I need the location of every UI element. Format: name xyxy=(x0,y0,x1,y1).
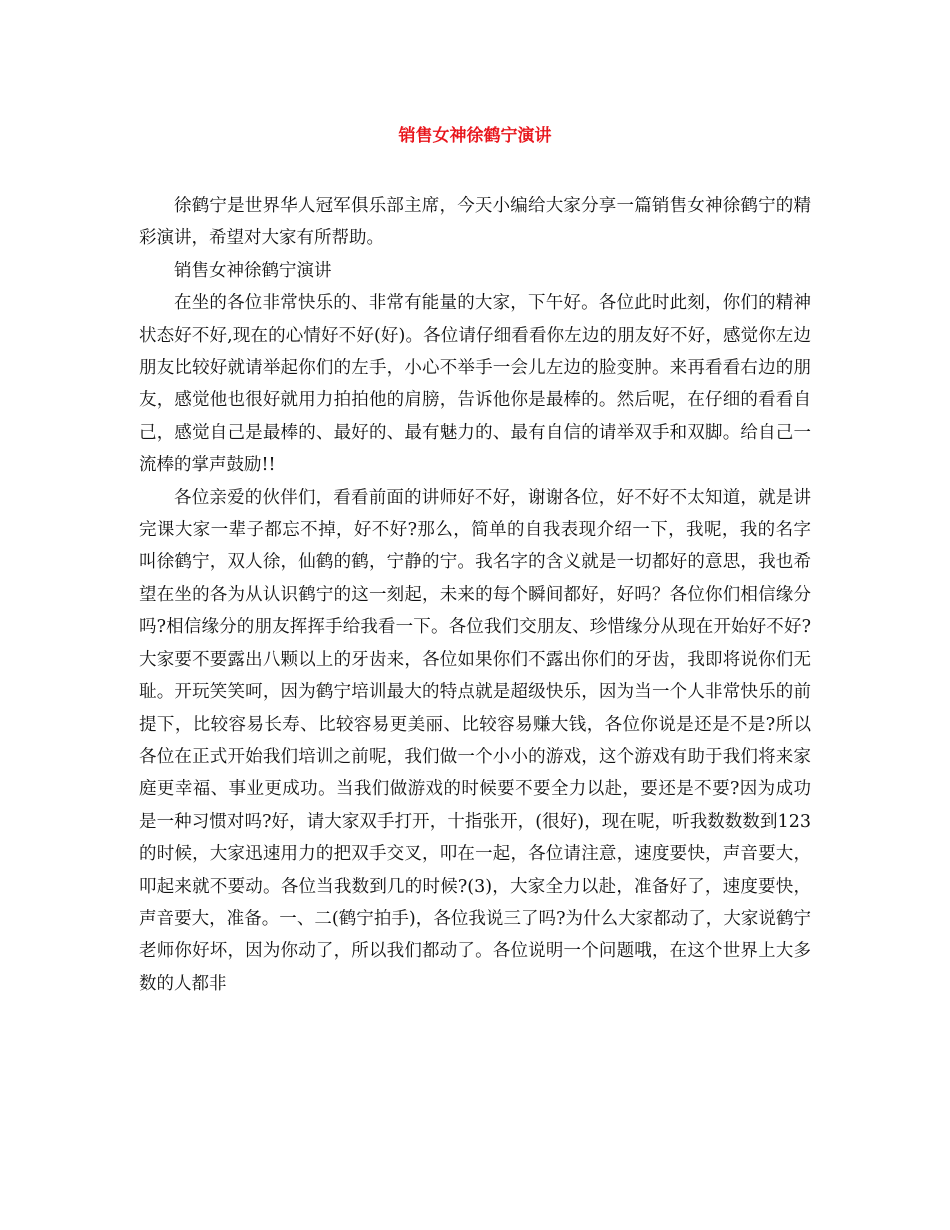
document-title: 销售女神徐鹤宁演讲 xyxy=(398,126,552,146)
paragraph-subtitle: 销售女神徐鹤宁演讲 xyxy=(174,260,332,281)
paragraph-introduction: 各位亲爱的伙伴们，看看前面的讲师好不好，谢谢各位，好不好不太知道，就是讲完课大家一辈子都忘不掉，好不好?那么，简单的自我表现介绍一下，我呢，我的名字叫徐鹤宁，双人徐，仙鹤的鹤，宁静的宁。我名字的含义就是一切都好的意思，我也希望在坐的各为从认识鹤宁的这一刻起，未来的每个瞬间都好，好吗？各位你们相信缘分吗?相信缘分的朋友挥挥手给我看一下。各位我们交朋友、珍惜缘分从现在开始好不好?大家要不要露出八颗以上的牙齿来，各位如果你们不露出你们的牙齿，我即将说你们无耻。开玩笑笑呵，因为鹤宁培训最大的特点就是超级快乐，因为当一个人非常快乐的前提下，比较容易长寿、比较容易更美丽、比较容易赚大钱，各位你说是还是不是?所以各位在正式开始我们培训之前呢，我们做一个小小的游戏，这个游戏有助于我们将来家庭更幸福、事业更成功。当我们做游戏的时候要不要全力以赴，要还是不要?因为成功是一种习惯对吗?好，请大家双手打开，十指张开，(很好)，现在呢，听我数数数到123的时候，大家迅速用力的把双手交叉，叩在一起，各位请注意，速度要快，声音要大，叩起来就不要动。各位当我数到几的时候?(3)，大家全力以赴，准备好了，速度要快，声音要大，准备。一、二(鹤宁拍手)，各位我说三了吗?为什么大家都动了，大家说鹤宁老师你好坏，因为你动了，所以我们都动了。各位说明一个问题哦，在这个世界上大多数的人都非 xyxy=(139,487,811,994)
paragraph-intro: 徐鹤宁是世界华人冠军俱乐部主席，今天小编给大家分享一篇销售女神徐鹤宁的精彩演讲，希望对大家有所帮助。 xyxy=(139,196,811,249)
paragraph-greeting: 在坐的各位非常快乐的、非常有能量的大家，下午好。各位此时此刻，你们的精神状态好不好,现在的心情好不好(好)。各位请仔细看看你左边的朋友好不好，感觉你左边朋友比较好就请举起你们的左手，小心不举手一会儿左边的脸变肿。来再看看右边的朋友，感觉他也很好就用力拍拍他的肩膀，告诉他你是最棒的。然后呢，在仔细的看看自己，感觉自己是最棒的、最好的、最有魅力的、最有自信的请举双手和双脚。给自己一流棒的掌声鼓励!! xyxy=(139,293,811,476)
document-body xyxy=(139,190,811,1000)
